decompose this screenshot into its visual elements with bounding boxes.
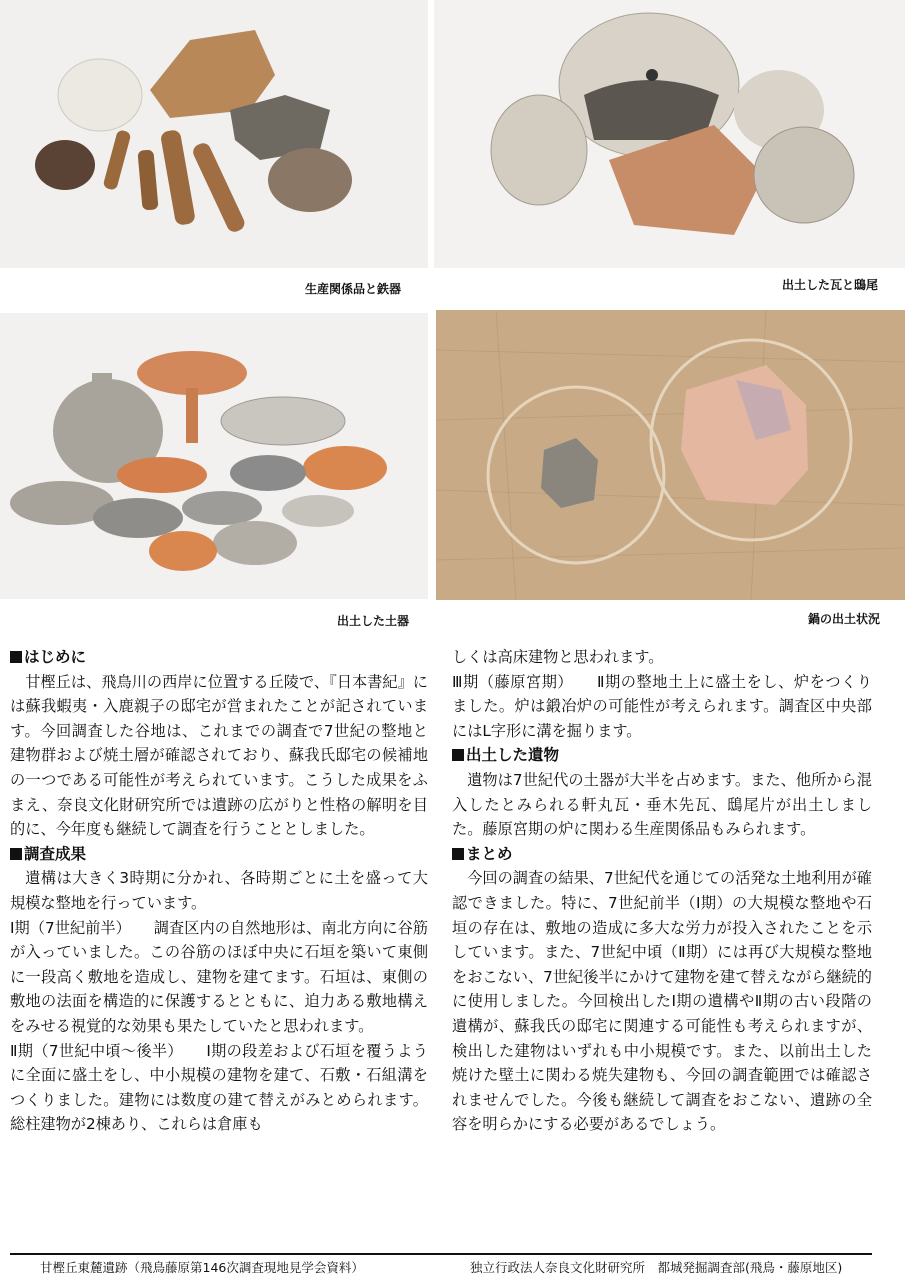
footer-divider — [10, 1253, 872, 1255]
roof-tiles-photo — [434, 0, 905, 268]
intro-paragraph: 甘樫丘は、飛鳥川の西岸に位置する丘陵で、『日本書紀』には蘇我蝦夷・入鹿親子の邸宅が営まれたことが記されています。今回調査した谷地は、これまでの調査で7世紀の整地と建物群および焼土層が確認されており、蘇我氏邸宅の候補地の一つである可能性が考えられています。こうした成果をふまえ、奈良文化財研究所では遺跡の広がりと性格の解明を目的に、今年度も継続して調査を行うこととしました。 — [10, 672, 429, 839]
pottery-photo — [0, 313, 428, 599]
artifacts-paragraph: 遺物は7世紀代の土器が大半を占めます。また、他所から混入したとみられる軒丸瓦・垂木先瓦、鴟尾片が出土しました。藤原宮期の炉に関わる生産関係品もみられます。 — [452, 770, 872, 839]
heading-artifacts: 出土した遺物 — [452, 743, 872, 768]
photo-caption-3: 出土した土器 — [337, 614, 410, 628]
heading-summary: まとめ — [452, 842, 872, 867]
iron-tools-photo — [0, 0, 428, 268]
left-text-column — [10, 645, 428, 1137]
period-2-continued: しくは高床建物と思われます。 — [452, 648, 664, 666]
results-paragraph: 遺構は大きく3時期に分かれ、各時期ごとに土を盛って大規模な整地を行っています。 — [10, 869, 428, 912]
period-3-paragraph: Ⅲ期（藤原宮期） Ⅱ期の整地土上に盛土をし、炉をつくりました。炉は鍛冶炉の可能性が考えられます。調査区中央部にはL字形に溝を掘ります。 — [452, 672, 872, 740]
heading-results: 調査成果 — [10, 842, 428, 867]
square-bullet-icon — [452, 749, 464, 761]
photo-caption-1: 生産関係品と鉄器 — [305, 282, 402, 296]
square-bullet-icon — [452, 848, 464, 860]
period-1-paragraph: Ⅰ期（7世紀前半） 調査区内の自然地形は、南北方向に谷筋が入っていました。この谷筋のほぼ中央に石垣を築いて東側に一段高く敷地を造成し、建物を建てます。石垣は、東側の敷地の法面を構造的に保護するとともに、迫力ある敷地構えをみせる視覚的な効果も果たしていたと思われます。 — [10, 918, 428, 1035]
photo-caption-4: 鍋の出土状況 — [808, 612, 881, 626]
period-2-paragraph: Ⅱ期（7世紀中頃～後半） Ⅰ期の段差および石垣を覆うように全面に盛土をし、中小規模の建物を建て、石敷・石組溝をつくりました。建物には数度の建て替えがみとめられます。総柱建物が2棟あり、これらは倉庫も — [10, 1041, 428, 1134]
square-bullet-icon — [10, 848, 22, 860]
right-text-column — [452, 645, 872, 1137]
square-bullet-icon — [10, 651, 22, 663]
excavation-photo — [436, 310, 905, 600]
summary-paragraph: 今回の調査の結果、7世紀代を通じての活発な土地利用が確認できました。特に、7世紀前半（Ⅰ期）の大規模な整地や石垣の存在は、敷地の造成に多大な労力が投入されたことを示しています。また、7世紀中頃（Ⅱ期）には再び大規模な整地をおこない、7世紀後半にかけて建物を建て替えながら継続的に使用しました。今回検出したⅠ期の遺構やⅡ期の古い段階の遺構が、蘇我氏の邸宅に関連する可能性も考えられますが、検出した建物はいずれも中小規模です。また、以前出土した焼けた壁土に関わる焼失建物も、今回の調査範囲では確認されませんでした。今後も継続して調査をおこない、遺跡の全容を明らかにする必要があるでしょう。 — [452, 869, 872, 1134]
footer-organization: 独立行政法人奈良文化財研究所 都城発掘調査部(飛鳥・藤原地区) — [470, 1260, 843, 1275]
heading-introduction: はじめに — [10, 645, 428, 670]
footer-source: 甘樫丘東麓遺跡（飛鳥藤原第146次調査現地見学会資料） — [40, 1260, 364, 1275]
photo-caption-2: 出土した瓦と鴟尾 — [782, 278, 879, 292]
